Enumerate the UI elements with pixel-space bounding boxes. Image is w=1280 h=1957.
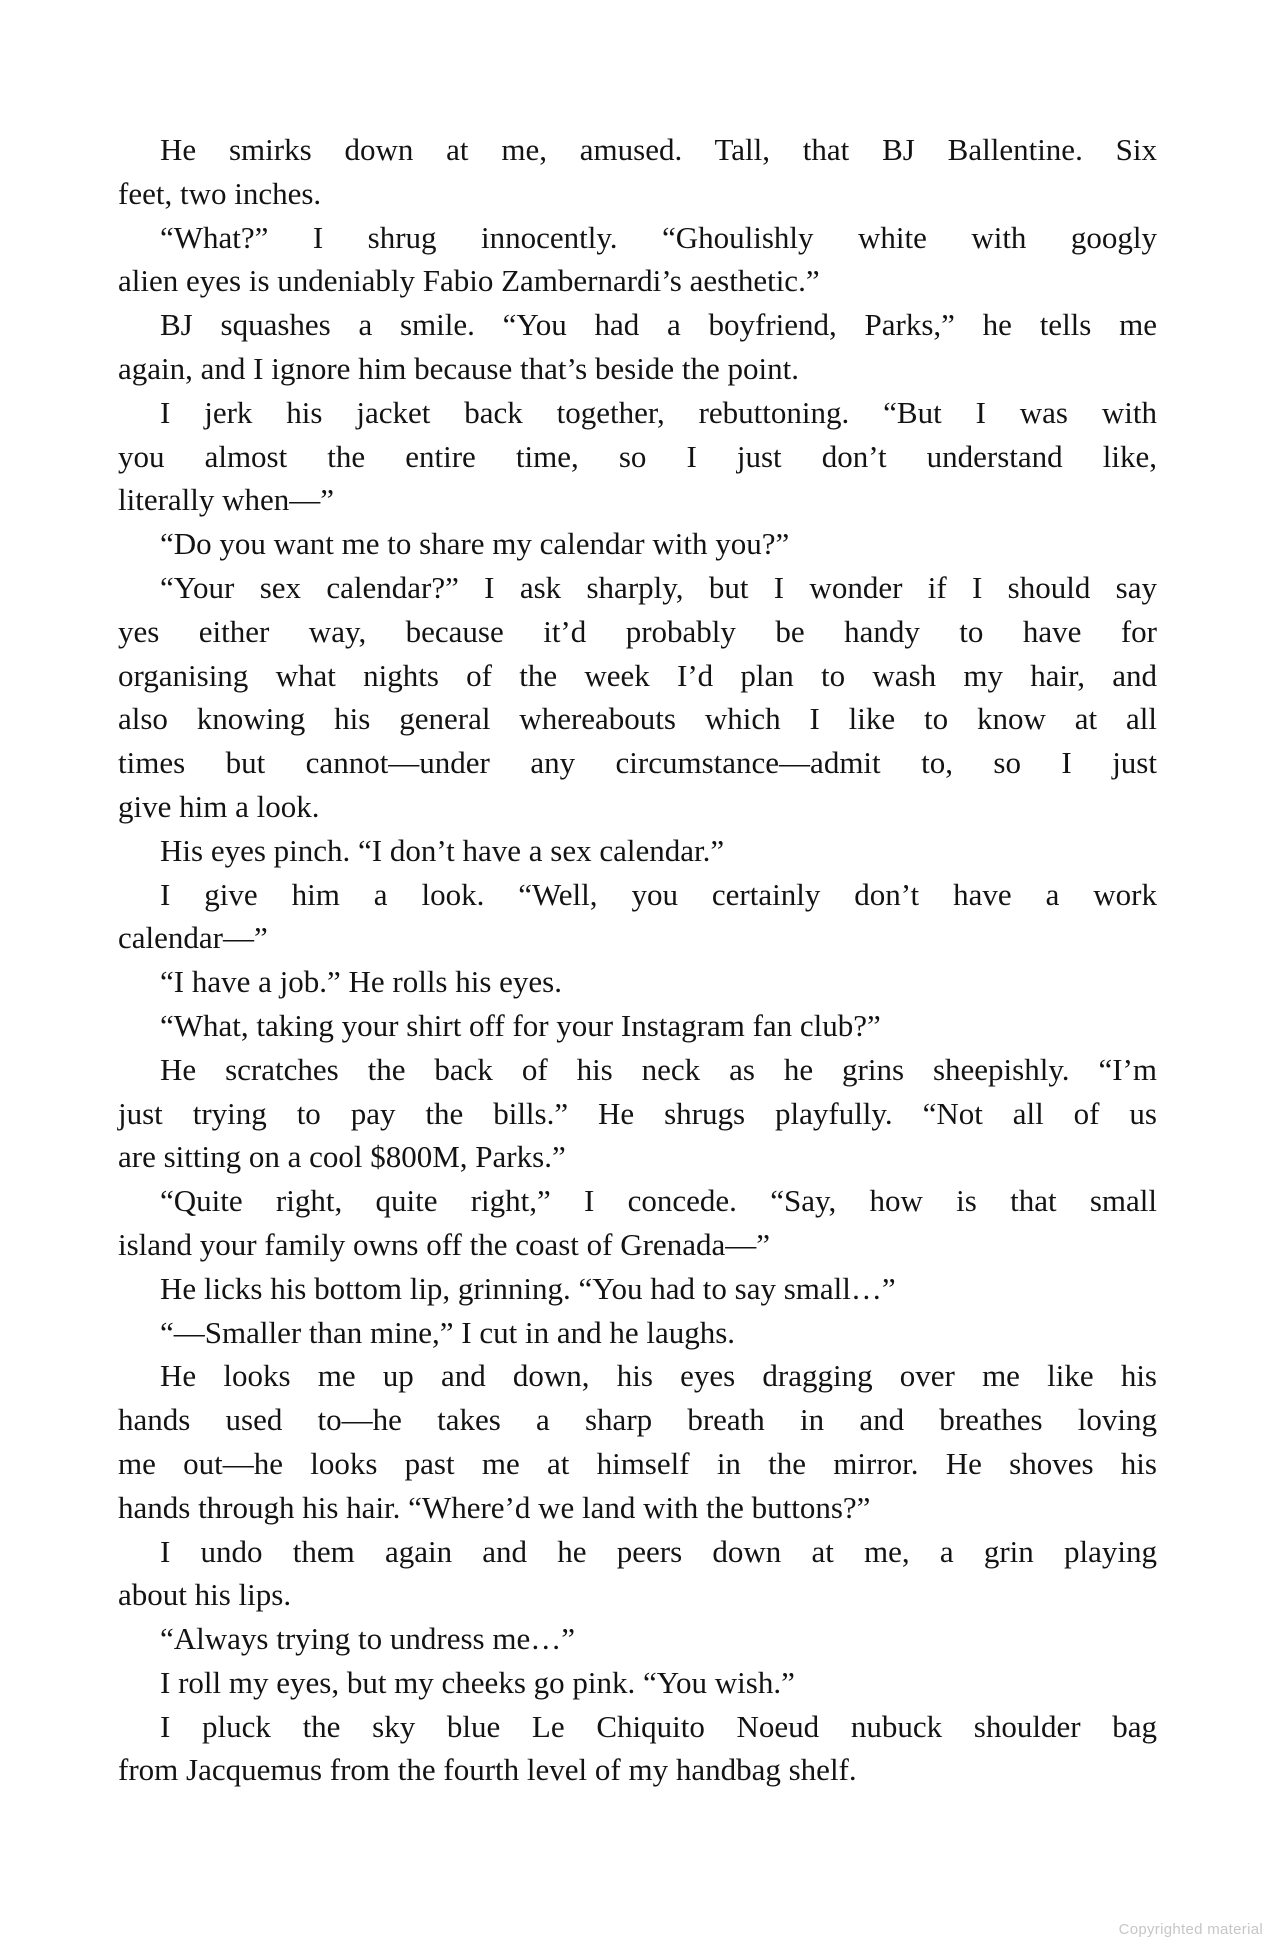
page-text <box>118 128 1157 1792</box>
paragraph <box>118 1705 1157 1793</box>
text-line: calendar—” <box>118 920 268 956</box>
text-line: I give him a look. “Well, you certainly don’t have a work <box>160 876 1157 912</box>
text-line: give him a look. <box>118 788 320 824</box>
text-line: organising what nights of the week I’d plan to wash my hair, and <box>118 657 1157 693</box>
text-line: literally when—” <box>118 482 335 518</box>
paragraph <box>118 522 1157 566</box>
text-line: BJ squashes a smile. “You had a boyfriend, Parks,” he tells me <box>160 307 1157 343</box>
paragraph <box>118 1179 1157 1267</box>
paragraph <box>118 1530 1157 1618</box>
text-line: you almost the entire time, so I just don’t understand like, <box>118 438 1157 474</box>
text-line: again, and I ignore him because that’s beside the point. <box>118 350 799 386</box>
text-line: He scratches the back of his neck as he grins sheepishly. “I’m <box>160 1051 1157 1087</box>
paragraph <box>118 566 1157 829</box>
paragraph <box>118 960 1157 1004</box>
text-line: “What, taking your shirt off for your Instagram fan club?” <box>160 1007 881 1043</box>
paragraph <box>118 303 1157 391</box>
paragraph <box>118 1004 1157 1048</box>
text-line: alien eyes is undeniably Fabio Zambernardi’s aesthetic.” <box>118 263 820 299</box>
paragraph <box>118 1048 1157 1179</box>
copyright-watermark: Copyrighted material <box>1118 1921 1263 1938</box>
paragraph <box>118 829 1157 873</box>
text-line: I pluck the sky blue Le Chiquito Noeud nubuck shoulder bag <box>160 1708 1157 1744</box>
text-line: I jerk his jacket back together, rebuttoning. “But I was with <box>160 394 1157 430</box>
text-line: times but cannot—under any circumstance—admit to, so I just <box>118 745 1157 781</box>
text-line: “Always trying to undress me…” <box>160 1621 575 1657</box>
text-line: He smirks down at me, amused. Tall, that BJ Ballentine. Six <box>160 132 1157 167</box>
paragraph <box>118 873 1157 961</box>
text-line: just trying to pay the bills.” He shrugs playfully. “Not all of us <box>118 1095 1157 1131</box>
text-line: “I have a job.” He rolls his eyes. <box>160 964 563 1000</box>
text-line: me out—he looks past me at himself in the mirror. He shoves his <box>118 1445 1157 1481</box>
paragraph <box>118 216 1157 304</box>
text-line: from Jacquemus from the fourth level of my handbag shelf. <box>118 1752 857 1788</box>
text-line: His eyes pinch. “I don’t have a sex calendar.” <box>160 832 725 868</box>
text-line: “Your sex calendar?” I ask sharply, but I wonder if I should say <box>160 569 1157 605</box>
paragraph <box>118 1354 1157 1529</box>
text-line: He licks his bottom lip, grinning. “You had to say small…” <box>160 1270 896 1306</box>
text-line: I undo them again and he peers down at me, a grin playing <box>160 1533 1157 1569</box>
text-line: island your family owns off the coast of Grenada—” <box>118 1226 770 1262</box>
text-line: hands through his hair. “Where’d we land with the buttons?” <box>118 1489 871 1525</box>
text-line: “Do you want me to share my calendar with you?” <box>160 526 790 562</box>
text-line: “Quite right, quite right,” I concede. “Say, how is that small <box>160 1183 1157 1219</box>
text-line: feet, two inches. <box>118 175 322 211</box>
text-line: He looks me up and down, his eyes dragging over me like his <box>160 1358 1157 1394</box>
paragraph <box>118 1661 1157 1705</box>
paragraph <box>118 128 1157 216</box>
text-line: yes either way, because it’d probably be handy to have for <box>118 613 1157 649</box>
paragraph <box>118 1311 1157 1355</box>
text-line: “—Smaller than mine,” I cut in and he laughs. <box>160 1314 736 1350</box>
text-line: about his lips. <box>118 1577 292 1613</box>
text-line: “What?” I shrug innocently. “Ghoulishly white with googly <box>160 219 1157 255</box>
text-line: hands used to—he takes a sharp breath in and breathes loving <box>118 1402 1157 1438</box>
paragraph <box>118 1617 1157 1661</box>
text-line: are sitting on a cool $800M, Parks.” <box>118 1139 566 1175</box>
paragraph <box>118 391 1157 522</box>
text-line: also knowing his general whereabouts which I like to know at all <box>118 701 1157 737</box>
paragraph <box>118 1267 1157 1311</box>
text-line: I roll my eyes, but my cheeks go pink. “You wish.” <box>160 1664 795 1700</box>
